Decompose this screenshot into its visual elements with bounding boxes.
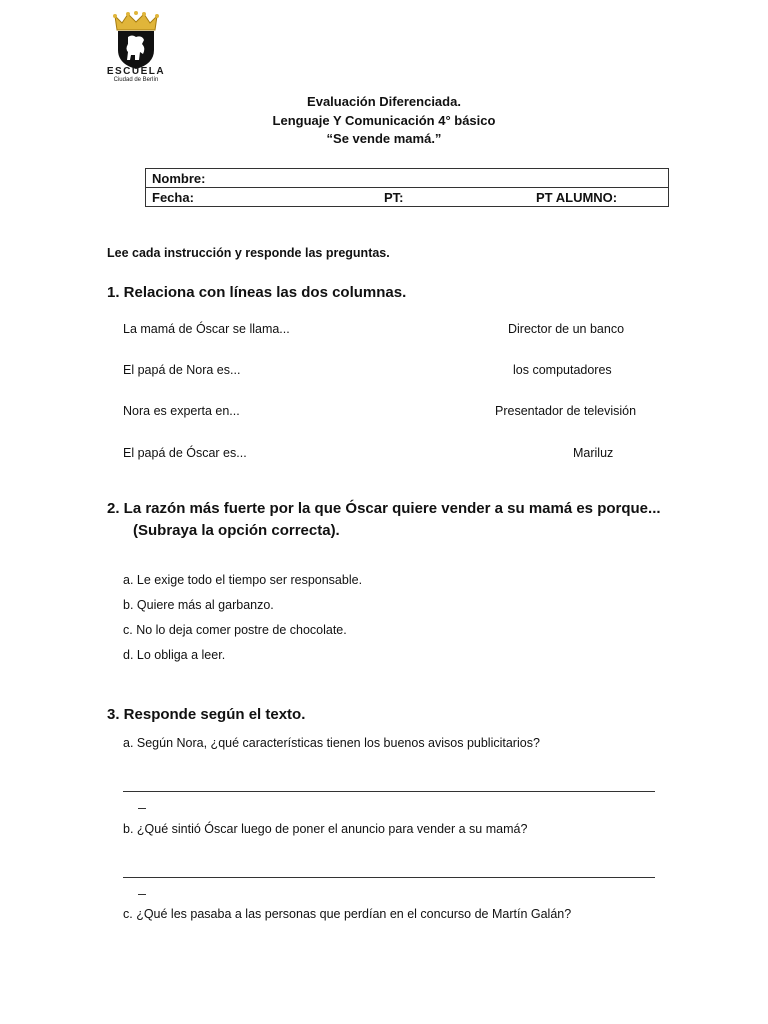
q2-subtitle: (Subraya la opción correcta). — [133, 522, 340, 539]
q3-title: 3. Responde según el texto. — [107, 706, 306, 723]
name-label: Nombre: — [152, 170, 206, 186]
q3-answer-line-a[interactable] — [123, 791, 655, 792]
q3-question-b: b. ¿Qué sintió Óscar luego de poner el anuncio para vender a su mamá? — [123, 822, 528, 836]
student-info-table — [145, 168, 669, 207]
title-book: “Se vende mamá.” — [326, 131, 442, 146]
q2-option-d[interactable]: d. Lo obliga a leer. — [123, 648, 226, 662]
q2-title: 2. La razón más fuerte por la que Óscar quiere vender a su mamá es porque... — [107, 500, 661, 517]
q1-right-item: Director de un banco — [508, 322, 625, 336]
logo-subtitle: Ciudad de Berlín — [113, 77, 159, 83]
title-evaluation: Evaluación Diferenciada. — [307, 94, 461, 109]
q1-right-item: Mariluz — [573, 446, 614, 460]
pt-student-field[interactable] — [530, 188, 669, 207]
q3-answer-line-b[interactable] — [123, 877, 655, 878]
q3-question-c: c. ¿Qué les pasaba a las personas que perdían en el concurso de Martín Galán? — [123, 907, 572, 921]
date-label: Fecha: — [152, 189, 194, 205]
q1-left-item: El papá de Nora es... — [123, 363, 241, 377]
q1-title: 1. Relaciona con líneas las dos columnas. — [107, 284, 407, 301]
instruction-text: Lee cada instrucción y responde las preguntas. — [107, 246, 390, 260]
logo-word: ESCUELA — [106, 66, 166, 77]
q1-right-item: Presentador de televisión — [495, 404, 637, 418]
date-field[interactable] — [146, 188, 379, 207]
q1-right-item: los computadores — [513, 363, 612, 377]
title-subject: Lenguaje Y Comunicación 4° básico — [272, 113, 496, 128]
pt-student-label: PT ALUMNO: — [536, 189, 618, 205]
name-field[interactable] — [146, 169, 669, 188]
pt-label: PT: — [384, 189, 404, 205]
q1-left-item: El papá de Óscar es... — [123, 446, 247, 460]
q2-option-a[interactable]: a. Le exige todo el tiempo ser responsable. — [123, 573, 363, 587]
pt-field[interactable] — [378, 188, 530, 207]
q2-option-c[interactable]: c. No lo deja comer postre de chocolate. — [123, 623, 347, 637]
q3-answer-dash-b — [138, 894, 146, 895]
q2-option-b[interactable]: b. Quiere más al garbanzo. — [123, 598, 274, 612]
q1-left-item: Nora es experta en... — [123, 404, 240, 418]
q3-answer-dash-a — [138, 808, 146, 809]
q3-question-a: a. Según Nora, ¿qué características tienen los buenos avisos publicitarios? — [123, 736, 540, 750]
crown-icon — [113, 11, 159, 30]
q1-left-item: La mamá de Óscar se llama... — [123, 322, 290, 336]
